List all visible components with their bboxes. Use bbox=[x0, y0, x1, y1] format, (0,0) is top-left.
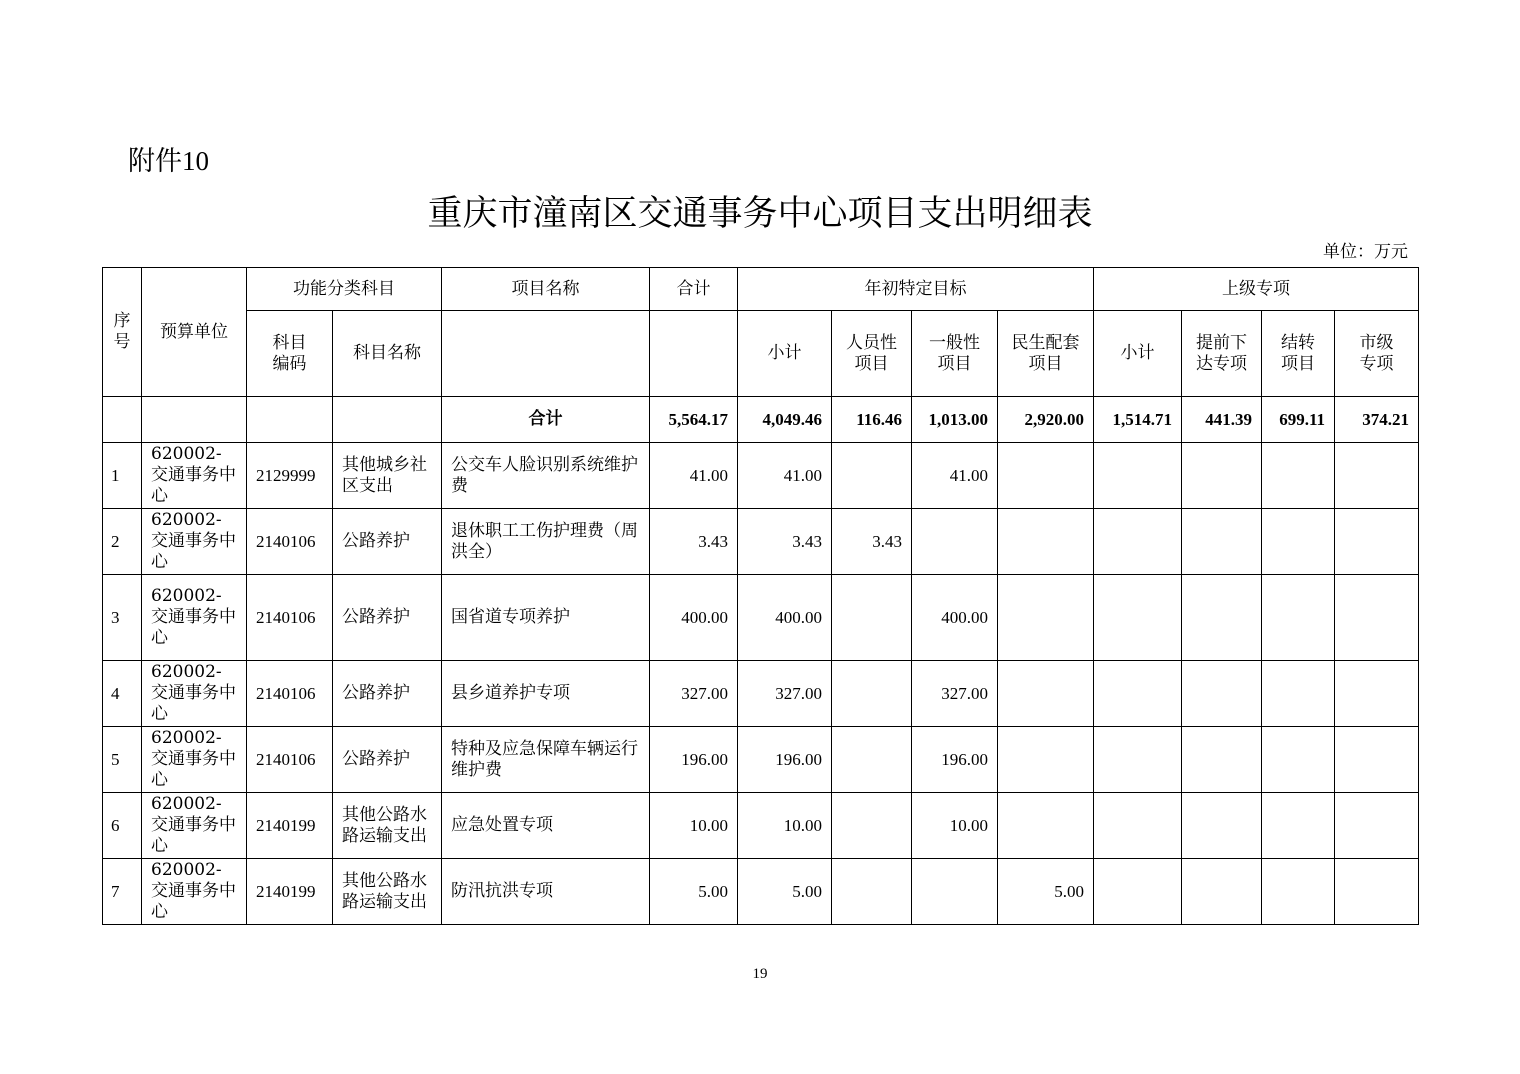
total-cell: 400.00 bbox=[650, 575, 738, 661]
personnel-cell bbox=[832, 859, 912, 925]
totals-row bbox=[103, 397, 1419, 443]
total-cell: 196.00 bbox=[650, 727, 738, 793]
seq-cell: 7 bbox=[103, 859, 142, 925]
upper-subtotal-cell bbox=[1094, 661, 1182, 727]
code-cell: 2140106 bbox=[247, 727, 333, 793]
total-cell: 41.00 bbox=[650, 443, 738, 509]
totals-empty-code bbox=[247, 397, 333, 443]
seq-cell: 6 bbox=[103, 793, 142, 859]
carryover-cell bbox=[1262, 793, 1335, 859]
upper-subtotal-cell bbox=[1094, 727, 1182, 793]
subject-cell: 公路养护 bbox=[333, 509, 442, 575]
table-row bbox=[103, 661, 1419, 727]
general-cell: 10.00 bbox=[912, 793, 998, 859]
header-personnel: 人员性项目 bbox=[832, 311, 912, 397]
project-cell: 公交车人脸识别系统维护费 bbox=[442, 443, 650, 509]
table-row bbox=[103, 443, 1419, 509]
header-project-name: 项目名称 bbox=[442, 268, 650, 311]
totals-total: 5,564.17 bbox=[650, 397, 738, 443]
project-cell: 防汛抗洪专项 bbox=[442, 859, 650, 925]
page-title: 重庆市潼南区交通事务中心项目支出明细表 bbox=[427, 194, 1093, 234]
totals-general: 1,013.00 bbox=[912, 397, 998, 443]
attachment-number: 10 bbox=[182, 146, 209, 176]
page-number: 19 bbox=[752, 966, 768, 982]
advance-cell bbox=[1182, 443, 1262, 509]
table-row bbox=[103, 793, 1419, 859]
general-cell: 400.00 bbox=[912, 575, 998, 661]
header-row-1 bbox=[103, 268, 1419, 311]
table-row bbox=[103, 575, 1419, 661]
totals-empty-unit bbox=[142, 397, 247, 443]
attachment-prefix: 附件 bbox=[128, 146, 182, 177]
totals-livelihood: 2,920.00 bbox=[998, 397, 1094, 443]
subject-cell: 公路养护 bbox=[333, 727, 442, 793]
general-cell bbox=[912, 859, 998, 925]
totals-municipal: 374.21 bbox=[1335, 397, 1419, 443]
header-annual-group: 年初特定目标 bbox=[738, 268, 1094, 311]
livelihood-cell bbox=[998, 661, 1094, 727]
totals-label: 合计 bbox=[442, 397, 650, 443]
seq-cell: 2 bbox=[103, 509, 142, 575]
total-cell: 3.43 bbox=[650, 509, 738, 575]
subject-cell: 公路养护 bbox=[333, 661, 442, 727]
code-cell: 2140106 bbox=[247, 575, 333, 661]
header-subject-name: 科目名称 bbox=[333, 311, 442, 397]
annual-subtotal-cell: 5.00 bbox=[738, 859, 832, 925]
seq-cell: 5 bbox=[103, 727, 142, 793]
header-general: 一般性项目 bbox=[912, 311, 998, 397]
header-carryover: 结转项目 bbox=[1262, 311, 1335, 397]
unit-cell: 620002-交通事务中心 bbox=[142, 859, 247, 925]
livelihood-cell bbox=[998, 793, 1094, 859]
livelihood-cell bbox=[998, 443, 1094, 509]
code-cell: 2140106 bbox=[247, 509, 333, 575]
municipal-cell bbox=[1335, 727, 1419, 793]
header-func-group: 功能分类科目 bbox=[247, 268, 442, 311]
municipal-cell bbox=[1335, 443, 1419, 509]
livelihood-cell: 5.00 bbox=[998, 859, 1094, 925]
code-cell: 2140199 bbox=[247, 859, 333, 925]
personnel-cell bbox=[832, 443, 912, 509]
unit-cell: 620002-交通事务中心 bbox=[142, 661, 247, 727]
municipal-cell bbox=[1335, 793, 1419, 859]
advance-cell bbox=[1182, 661, 1262, 727]
unit-cell: 620002-交通事务中心 bbox=[142, 793, 247, 859]
municipal-cell bbox=[1335, 509, 1419, 575]
header-seq: 序号 bbox=[103, 268, 142, 397]
livelihood-cell bbox=[998, 509, 1094, 575]
carryover-cell bbox=[1262, 661, 1335, 727]
header-upper-group: 上级专项 bbox=[1094, 268, 1419, 311]
totals-annual-subtotal: 4,049.46 bbox=[738, 397, 832, 443]
totals-carryover: 699.11 bbox=[1262, 397, 1335, 443]
carryover-cell bbox=[1262, 575, 1335, 661]
header-advance: 提前下达专项 bbox=[1182, 311, 1262, 397]
general-cell bbox=[912, 509, 998, 575]
totals-personnel: 116.46 bbox=[832, 397, 912, 443]
upper-subtotal-cell bbox=[1094, 859, 1182, 925]
header-upper-subtotal: 小计 bbox=[1094, 311, 1182, 397]
annual-subtotal-cell: 3.43 bbox=[738, 509, 832, 575]
table-row bbox=[103, 509, 1419, 575]
carryover-cell bbox=[1262, 443, 1335, 509]
header-row-2 bbox=[103, 311, 1419, 397]
seq-cell: 3 bbox=[103, 575, 142, 661]
unit-cell: 620002-交通事务中心 bbox=[142, 443, 247, 509]
upper-subtotal-cell bbox=[1094, 509, 1182, 575]
personnel-cell bbox=[832, 661, 912, 727]
annual-subtotal-cell: 400.00 bbox=[738, 575, 832, 661]
annual-subtotal-cell: 327.00 bbox=[738, 661, 832, 727]
general-cell: 41.00 bbox=[912, 443, 998, 509]
personnel-cell bbox=[832, 575, 912, 661]
advance-cell bbox=[1182, 793, 1262, 859]
attachment-label bbox=[128, 143, 209, 180]
carryover-cell bbox=[1262, 859, 1335, 925]
personnel-cell: 3.43 bbox=[832, 509, 912, 575]
table-row bbox=[103, 727, 1419, 793]
advance-cell bbox=[1182, 575, 1262, 661]
code-cell: 2140199 bbox=[247, 793, 333, 859]
total-cell: 10.00 bbox=[650, 793, 738, 859]
livelihood-cell bbox=[998, 727, 1094, 793]
carryover-cell bbox=[1262, 727, 1335, 793]
header-municipal: 市级专项 bbox=[1335, 311, 1419, 397]
unit-cell: 620002-交通事务中心 bbox=[142, 575, 247, 661]
upper-subtotal-cell bbox=[1094, 443, 1182, 509]
upper-subtotal-cell bbox=[1094, 793, 1182, 859]
unit-label: 单位：万元 bbox=[1323, 242, 1408, 262]
project-cell: 国省道专项养护 bbox=[442, 575, 650, 661]
subject-cell: 其他公路水路运输支出 bbox=[333, 859, 442, 925]
advance-cell bbox=[1182, 859, 1262, 925]
header-total: 合计 bbox=[650, 268, 738, 311]
personnel-cell bbox=[832, 727, 912, 793]
total-cell: 327.00 bbox=[650, 661, 738, 727]
livelihood-cell bbox=[998, 575, 1094, 661]
annual-subtotal-cell: 196.00 bbox=[738, 727, 832, 793]
municipal-cell bbox=[1335, 575, 1419, 661]
expenditure-table bbox=[102, 267, 1419, 925]
header-annual-subtotal: 小计 bbox=[738, 311, 832, 397]
carryover-cell bbox=[1262, 509, 1335, 575]
header-code: 科目编码 bbox=[247, 311, 333, 397]
header-livelihood: 民生配套项目 bbox=[998, 311, 1094, 397]
project-cell: 退休职工工伤护理费（周洪全） bbox=[442, 509, 650, 575]
table-row bbox=[103, 859, 1419, 925]
project-cell: 特种及应急保障车辆运行维护费 bbox=[442, 727, 650, 793]
header-unit: 预算单位 bbox=[142, 268, 247, 397]
code-cell: 2140106 bbox=[247, 661, 333, 727]
annual-subtotal-cell: 10.00 bbox=[738, 793, 832, 859]
project-cell: 应急处置专项 bbox=[442, 793, 650, 859]
total-cell: 5.00 bbox=[650, 859, 738, 925]
subject-cell: 其他公路水路运输支出 bbox=[333, 793, 442, 859]
unit-cell: 620002-交通事务中心 bbox=[142, 727, 247, 793]
seq-cell: 4 bbox=[103, 661, 142, 727]
municipal-cell bbox=[1335, 859, 1419, 925]
subject-cell: 其他城乡社区支出 bbox=[333, 443, 442, 509]
code-cell: 2129999 bbox=[247, 443, 333, 509]
advance-cell bbox=[1182, 727, 1262, 793]
advance-cell bbox=[1182, 509, 1262, 575]
municipal-cell bbox=[1335, 661, 1419, 727]
subject-cell: 公路养护 bbox=[333, 575, 442, 661]
general-cell: 327.00 bbox=[912, 661, 998, 727]
personnel-cell bbox=[832, 793, 912, 859]
general-cell: 196.00 bbox=[912, 727, 998, 793]
totals-upper-subtotal: 1,514.71 bbox=[1094, 397, 1182, 443]
header-empty-project bbox=[442, 311, 650, 397]
totals-empty-subject bbox=[333, 397, 442, 443]
totals-empty-seq bbox=[103, 397, 142, 443]
totals-advance: 441.39 bbox=[1182, 397, 1262, 443]
annual-subtotal-cell: 41.00 bbox=[738, 443, 832, 509]
seq-cell: 1 bbox=[103, 443, 142, 509]
upper-subtotal-cell bbox=[1094, 575, 1182, 661]
unit-cell: 620002-交通事务中心 bbox=[142, 509, 247, 575]
header-empty-total bbox=[650, 311, 738, 397]
project-cell: 县乡道养护专项 bbox=[442, 661, 650, 727]
